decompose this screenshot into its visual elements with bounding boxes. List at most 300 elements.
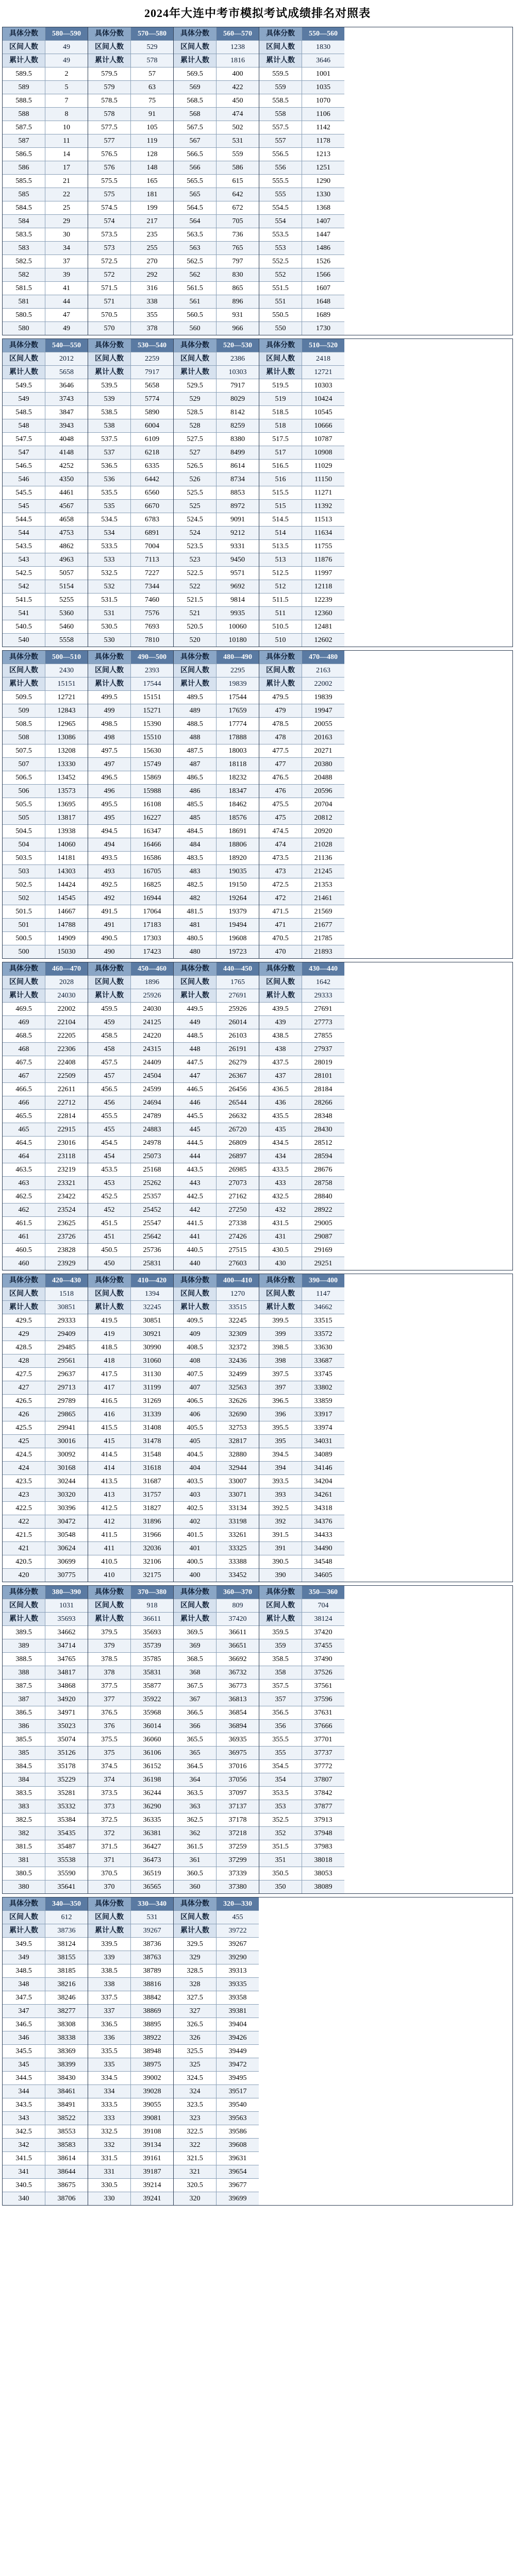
rank-cell: 36014	[130, 1720, 173, 1733]
score-cell: 347	[3, 2005, 45, 2018]
rank-cell: 29941	[45, 1421, 88, 1434]
interval-count-label: 区间人数	[259, 976, 302, 989]
rank-cell: 38948	[130, 2045, 173, 2058]
rank-cell: 32372	[216, 1341, 259, 1354]
table-row	[259, 295, 344, 309]
rank-cell: 2	[45, 67, 88, 80]
table-row	[88, 1137, 173, 1150]
table-row	[3, 1421, 88, 1435]
score-cell: 533.5	[88, 540, 130, 553]
table-row	[3, 1230, 88, 1244]
rank-cell: 27162	[216, 1190, 259, 1203]
score-cell: 530.5	[88, 620, 130, 633]
interval-count-value: 1642	[302, 976, 344, 989]
cumulative-count-value: 32245	[130, 1301, 173, 1314]
rank-cell: 36894	[216, 1720, 259, 1733]
score-cell: 444.5	[174, 1137, 216, 1149]
rank-cell: 18118	[216, 758, 259, 771]
rank-cell: 1035	[302, 81, 344, 94]
table-row	[174, 134, 259, 148]
table-row	[174, 322, 259, 335]
table-row	[259, 1070, 344, 1083]
score-cell: 583	[3, 242, 45, 255]
table-row	[88, 67, 173, 81]
score-cell: 470	[259, 945, 302, 958]
rank-cell: 31618	[130, 1462, 173, 1475]
cumulative-count-value: 10303	[216, 366, 259, 379]
rank-cell: 30244	[45, 1475, 88, 1488]
table-row	[174, 2005, 259, 2018]
score-cell: 350.5	[259, 1867, 302, 1880]
score-cell: 357	[259, 1693, 302, 1706]
score-cell: 445.5	[174, 1110, 216, 1123]
table-row	[88, 1867, 173, 1880]
cumulative-count-row	[259, 989, 344, 1003]
interval-count-value: 1394	[130, 1287, 173, 1300]
score-cell: 410.5	[88, 1555, 130, 1568]
score-cell: 540.5	[3, 620, 45, 633]
group-header	[3, 339, 88, 352]
rank-cell: 13938	[45, 825, 88, 838]
score-cell: 391	[259, 1542, 302, 1555]
table-row	[174, 473, 259, 486]
rank-cell: 36381	[130, 1827, 173, 1840]
score-cell: 553	[259, 242, 302, 255]
rank-cell: 35968	[130, 1706, 173, 1719]
table-row	[88, 1693, 173, 1706]
score-cell: 456	[88, 1096, 130, 1109]
rank-cell: 23929	[45, 1257, 88, 1270]
cumulative-count-label: 累计人数	[174, 1924, 216, 1937]
table-row	[174, 1016, 259, 1029]
score-cell: 479.5	[259, 691, 302, 704]
table-row	[3, 1542, 88, 1555]
rank-cell: 35435	[45, 1827, 88, 1840]
range-label: 450—460	[130, 962, 173, 975]
score-cell: 564.5	[174, 201, 216, 214]
score-cell: 369.5	[174, 1626, 216, 1639]
rank-cell: 39241	[130, 2192, 173, 2205]
rank-cell: 19608	[216, 932, 259, 945]
score-cell: 549.5	[3, 379, 45, 392]
rank-cell: 32245	[216, 1314, 259, 1327]
score-cell: 538	[88, 419, 130, 432]
rank-cell: 38789	[130, 1964, 173, 1977]
table-row	[88, 1314, 173, 1328]
table-row	[259, 1827, 344, 1840]
score-cell: 400	[174, 1569, 216, 1582]
rank-cell: 8499	[216, 446, 259, 459]
score-cell: 467	[3, 1070, 45, 1082]
rank-cell: 8972	[216, 500, 259, 513]
interval-count-value: 1518	[45, 1287, 88, 1300]
rank-cell: 14060	[45, 838, 88, 851]
table-row	[88, 94, 173, 108]
score-cell: 508	[3, 731, 45, 744]
score-cell: 395	[259, 1435, 302, 1448]
score-cell: 579.5	[88, 67, 130, 80]
table-row	[88, 406, 173, 419]
rank-cell: 1213	[302, 148, 344, 161]
rank-cell: 39134	[130, 2139, 173, 2151]
score-cell: 359.5	[259, 1626, 302, 1639]
table-row	[259, 1190, 344, 1204]
table-row	[174, 2179, 259, 2192]
table-row	[174, 1991, 259, 2005]
score-cell: 405	[174, 1435, 216, 1448]
rank-cell: 12481	[302, 620, 344, 633]
range-label: 480—490	[216, 651, 259, 664]
rank-cell: 39699	[216, 2192, 259, 2205]
table-row	[174, 1475, 259, 1488]
table-row	[174, 878, 259, 892]
score-cell: 494.5	[88, 825, 130, 838]
table-row	[259, 161, 344, 175]
table-row	[174, 1827, 259, 1840]
table-row	[88, 1733, 173, 1747]
rank-cell: 14	[45, 148, 88, 161]
score-cell: 407	[174, 1381, 216, 1394]
score-cell: 336.5	[88, 2018, 130, 2031]
table-row	[259, 1381, 344, 1395]
rank-cell: 35538	[45, 1854, 88, 1867]
rank-cell: 30775	[45, 1569, 88, 1582]
table-row	[259, 838, 344, 852]
table-row	[88, 1502, 173, 1515]
score-rows	[259, 1003, 344, 1270]
score-cell: 459	[88, 1016, 130, 1029]
table-row	[3, 188, 88, 201]
table-row	[88, 527, 173, 540]
score-cell: 478	[259, 731, 302, 744]
score-cell: 387.5	[3, 1680, 45, 1692]
score-cell: 589	[3, 81, 45, 94]
rank-cell: 30	[45, 228, 88, 241]
table-row	[174, 634, 259, 647]
table-row	[88, 379, 173, 393]
rank-cell: 7810	[130, 634, 173, 647]
interval-count-value: 918	[130, 1599, 173, 1612]
rank-cell: 38369	[45, 2045, 88, 2058]
cumulative-count-label: 累计人数	[3, 989, 45, 1002]
table-row	[259, 1639, 344, 1653]
table-row	[259, 268, 344, 282]
cumulative-count-label: 累计人数	[88, 1301, 130, 1314]
rank-cell: 16944	[130, 892, 173, 905]
interval-count-value: 1147	[302, 1287, 344, 1300]
group-header	[174, 27, 259, 41]
score-cell: 548	[3, 419, 45, 432]
table-row	[3, 1964, 88, 1978]
table-row	[259, 1257, 344, 1270]
table-row	[174, 108, 259, 121]
score-cell: 502	[3, 892, 45, 905]
rank-cell: 14424	[45, 878, 88, 891]
rank-cell: 16108	[130, 798, 173, 811]
score-cell: 498.5	[88, 718, 130, 731]
table-row	[3, 1070, 88, 1083]
rank-cell: 39654	[216, 2165, 259, 2178]
table-row	[88, 1341, 173, 1354]
table-row	[3, 1395, 88, 1408]
score-rows	[174, 1938, 259, 2205]
rank-cell: 38522	[45, 2112, 88, 2125]
rank-cell: 33325	[216, 1542, 259, 1555]
interval-count-value: 2393	[130, 664, 173, 677]
rank-cell: 37913	[302, 1814, 344, 1826]
score-cell: 449.5	[174, 1003, 216, 1015]
rank-cell: 27773	[302, 1016, 344, 1029]
score-cell: 433.5	[259, 1163, 302, 1176]
rank-cell: 25262	[130, 1177, 173, 1190]
table-row	[88, 228, 173, 242]
rank-cell: 37561	[302, 1680, 344, 1692]
table-row	[88, 1542, 173, 1555]
score-cell: 374.5	[88, 1760, 130, 1773]
interval-count-label: 区间人数	[259, 664, 302, 677]
rank-cell: 355	[130, 309, 173, 321]
rank-cell: 29333	[45, 1314, 88, 1327]
table-row	[3, 607, 88, 620]
rank-cell: 18806	[216, 838, 259, 851]
score-cell: 541	[3, 607, 45, 620]
score-cell: 421.5	[3, 1529, 45, 1541]
score-cell: 470.5	[259, 932, 302, 945]
cumulative-count-row	[3, 989, 88, 1003]
interval-count-value: 1896	[130, 976, 173, 989]
table-row	[174, 94, 259, 108]
table-row	[3, 433, 88, 446]
score-cell: 582.5	[3, 255, 45, 268]
cumulative-count-value: 12721	[302, 366, 344, 379]
table-row	[174, 2112, 259, 2125]
rank-cell: 27338	[216, 1217, 259, 1230]
score-cell: 426	[3, 1408, 45, 1421]
range-label: 490—500	[130, 651, 173, 664]
table-row	[174, 1003, 259, 1016]
table-row	[174, 1381, 259, 1395]
score-cell: 348.5	[3, 1964, 45, 1977]
table-row	[3, 1639, 88, 1653]
table-row	[259, 527, 344, 540]
score-cell: 321	[174, 2165, 216, 2178]
score-cell: 497	[88, 758, 130, 771]
score-cell: 338	[88, 1978, 130, 1991]
rank-cell: 29637	[45, 1368, 88, 1381]
score-cell: 552.5	[259, 255, 302, 268]
table-row	[174, 2152, 259, 2165]
cumulative-count-label: 累计人数	[174, 989, 216, 1002]
rank-cell: 37380	[216, 1880, 259, 1893]
interval-count-row	[174, 1911, 259, 1924]
score-cell: 436	[259, 1096, 302, 1109]
table-row	[174, 513, 259, 527]
table-row	[259, 473, 344, 486]
score-cell: 383	[3, 1800, 45, 1813]
score-cell: 411	[88, 1542, 130, 1555]
interval-count-value: 1765	[216, 976, 259, 989]
table-row	[88, 1448, 173, 1462]
score-cell: 409.5	[174, 1314, 216, 1327]
score-cell: 468.5	[3, 1029, 45, 1042]
table-row	[3, 838, 88, 852]
cumulative-count-label: 累计人数	[88, 1924, 130, 1937]
score-rows	[259, 691, 344, 958]
rank-cell: 27515	[216, 1244, 259, 1257]
interval-count-label: 区间人数	[259, 1287, 302, 1300]
table-row	[259, 607, 344, 620]
table-row	[88, 2112, 173, 2125]
rank-cell: 20055	[302, 718, 344, 731]
rank-cell: 23219	[45, 1163, 88, 1176]
table-row	[174, 1096, 259, 1110]
group-header	[88, 1586, 173, 1599]
rank-cell: 36565	[130, 1880, 173, 1893]
range-label: 410—420	[130, 1274, 173, 1287]
cumulative-count-value: 29333	[302, 989, 344, 1002]
group-header	[3, 27, 88, 41]
rank-cell: 39335	[216, 1978, 259, 1991]
table-row	[259, 718, 344, 731]
table-row	[174, 1978, 259, 1991]
interval-count-label: 区间人数	[88, 976, 130, 989]
score-cell: 423.5	[3, 1475, 45, 1488]
cumulative-count-label: 累计人数	[3, 54, 45, 67]
score-cell: 346.5	[3, 2018, 45, 2031]
table-row	[3, 81, 88, 94]
interval-count-value: 2295	[216, 664, 259, 677]
table-row	[3, 419, 88, 433]
score-cell: 436.5	[259, 1083, 302, 1096]
table-row	[174, 932, 259, 945]
table-row	[3, 161, 88, 175]
rank-cell: 28019	[302, 1056, 344, 1069]
table-row	[3, 1569, 88, 1582]
interval-count-label: 区间人数	[3, 1287, 45, 1300]
rank-cell: 6004	[130, 419, 173, 432]
score-rows	[259, 1626, 344, 1893]
table-row	[3, 1341, 88, 1354]
table-row	[174, 1328, 259, 1341]
rank-cell: 39404	[216, 2018, 259, 2031]
rank-cell: 37807	[302, 1773, 344, 1786]
table-row	[174, 1880, 259, 1893]
table-row	[88, 838, 173, 852]
score-range-group	[174, 962, 259, 1270]
score-cell: 434	[259, 1150, 302, 1163]
score-label: 具体分数	[174, 1274, 216, 1287]
score-cell: 574	[88, 215, 130, 228]
rank-cell: 28758	[302, 1177, 344, 1190]
rank-cell: 378	[130, 322, 173, 335]
score-cell: 471.5	[259, 905, 302, 918]
score-cell: 331	[88, 2165, 130, 2178]
score-cell: 456.5	[88, 1083, 130, 1096]
score-cell: 488	[174, 731, 216, 744]
rank-cell: 181	[130, 188, 173, 201]
score-cell: 352.5	[259, 1814, 302, 1826]
score-cell: 546	[3, 473, 45, 486]
rank-cell: 38430	[45, 2072, 88, 2084]
table-row	[174, 607, 259, 620]
table-row	[259, 1706, 344, 1720]
score-label: 具体分数	[259, 1586, 302, 1599]
table-row	[3, 1177, 88, 1190]
score-cell: 399.5	[259, 1314, 302, 1327]
rank-cell: 18232	[216, 771, 259, 784]
rank-cell: 765	[216, 242, 259, 255]
table-row	[88, 1827, 173, 1840]
score-cell: 394	[259, 1462, 302, 1475]
table-row	[3, 2058, 88, 2072]
table-row	[174, 2125, 259, 2139]
rank-cell: 28266	[302, 1096, 344, 1109]
table-row	[174, 419, 259, 433]
interval-count-label: 区间人数	[3, 976, 45, 989]
rank-cell: 1178	[302, 134, 344, 147]
table-row	[88, 2072, 173, 2085]
table-row	[259, 744, 344, 758]
rank-cell: 4567	[45, 500, 88, 513]
rank-cell: 128	[130, 148, 173, 161]
score-cell: 489	[174, 704, 216, 717]
score-cell: 446.5	[174, 1083, 216, 1096]
table-row	[88, 1938, 173, 1951]
rank-cell: 11876	[302, 553, 344, 566]
score-cell: 527.5	[174, 433, 216, 446]
table-row	[88, 1003, 173, 1016]
score-cell: 367	[174, 1693, 216, 1706]
cumulative-count-row	[174, 366, 259, 379]
rank-cell: 37420	[302, 1626, 344, 1639]
rank-cell: 17544	[216, 691, 259, 704]
rank-cell: 36854	[216, 1706, 259, 1719]
table-row	[3, 878, 88, 892]
table-row	[3, 2152, 88, 2165]
rank-cell: 30851	[130, 1314, 173, 1327]
interval-count-row	[174, 352, 259, 366]
table-row	[88, 1475, 173, 1488]
table-row	[259, 919, 344, 932]
rank-cell: 38089	[302, 1880, 344, 1893]
table-row	[3, 1978, 88, 1991]
table-row	[88, 433, 173, 446]
score-cell: 521.5	[174, 594, 216, 606]
table-row	[88, 1204, 173, 1217]
table-row	[88, 865, 173, 878]
rank-cell: 28512	[302, 1137, 344, 1149]
rank-cell: 35739	[130, 1639, 173, 1652]
rank-cell: 21136	[302, 852, 344, 865]
rank-cell: 38155	[45, 1951, 88, 1964]
table-row	[88, 2152, 173, 2165]
table-row	[259, 148, 344, 161]
score-cell: 404.5	[174, 1448, 216, 1461]
table-row	[174, 1733, 259, 1747]
score-cell: 506.5	[3, 771, 45, 784]
rank-cell: 4658	[45, 513, 88, 526]
table-row	[3, 2192, 88, 2205]
table-row	[174, 2192, 259, 2205]
interval-count-row	[88, 976, 173, 989]
table-row	[3, 540, 88, 553]
table-row	[88, 1800, 173, 1814]
rank-cell: 39540	[216, 2098, 259, 2111]
score-cell: 492	[88, 892, 130, 905]
score-cell: 490.5	[88, 932, 130, 945]
cumulative-count-label: 累计人数	[3, 1924, 45, 1937]
table-row	[3, 228, 88, 242]
